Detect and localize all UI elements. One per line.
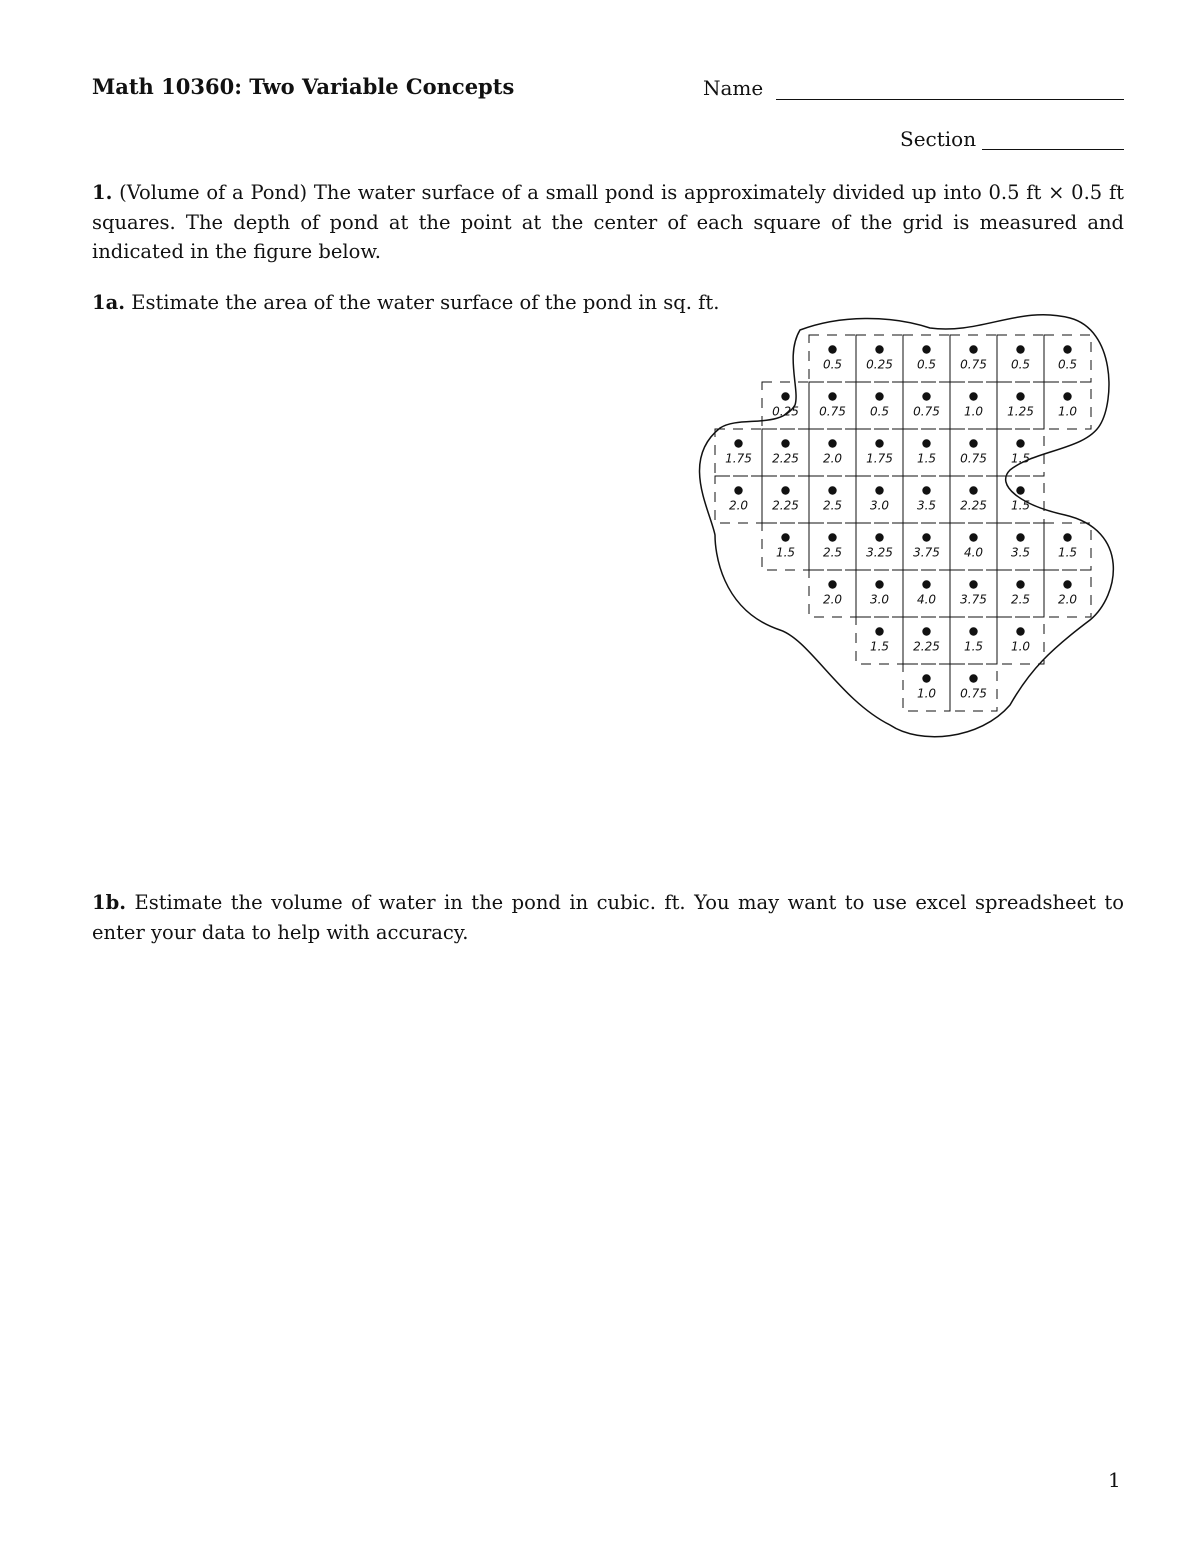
section-field[interactable]: [982, 149, 1124, 150]
depth-point: [1016, 533, 1024, 541]
depth-point: [1016, 627, 1024, 635]
depth-point: [969, 674, 977, 682]
depth-point: [922, 486, 930, 494]
depth-point: [969, 392, 977, 400]
depth-point: [734, 439, 742, 447]
depth-label: 0.25: [772, 404, 799, 419]
depth-label: 1.5: [916, 451, 937, 466]
depth-point: [875, 345, 883, 353]
depth-label: 0.75: [819, 404, 846, 419]
depth-point: [1016, 345, 1024, 353]
depth-point: [781, 392, 789, 400]
depth-label: 2.0: [728, 498, 749, 513]
depth-point: [1063, 580, 1071, 588]
problem-1b-number: 1b.: [92, 891, 126, 914]
depth-point: [1063, 392, 1071, 400]
depth-label: 3.75: [960, 592, 987, 607]
depth-label: 1.25: [1007, 404, 1034, 419]
section-label: Section: [900, 127, 977, 151]
depth-label: 3.5: [1010, 545, 1031, 560]
depth-point: [922, 580, 930, 588]
depth-point: [1063, 345, 1071, 353]
depth-point: [781, 439, 789, 447]
depth-label: 0.5: [916, 357, 937, 372]
problem-1-number: 1.: [92, 181, 113, 204]
problem-1b-text: Estimate the volume of water in the pond in cubic. ft. You may want to use excel spreadsheet to enter your data to help with accuracy.: [92, 891, 1124, 944]
problem-1b: [92, 888, 1124, 947]
depth-point: [781, 533, 789, 541]
depth-label: 2.25: [960, 498, 987, 513]
depth-label: 0.75: [913, 404, 940, 419]
depth-point: [1016, 580, 1024, 588]
depth-point: [828, 533, 836, 541]
depth-label: 1.5: [1057, 545, 1078, 560]
depth-label: 0.5: [822, 357, 843, 372]
depth-point: [875, 627, 883, 635]
depth-point: [969, 486, 977, 494]
depth-point: [875, 533, 883, 541]
depth-label: 2.5: [822, 545, 843, 560]
depth-label: 0.75: [960, 357, 987, 372]
depth-point: [1016, 439, 1024, 447]
depth-point: [734, 486, 742, 494]
page-title: Math 10360: Two Variable Concepts: [92, 74, 515, 99]
depth-label: 2.5: [1010, 592, 1031, 607]
problem-1-text: (Volume of a Pond) The water surface of a small pond is approximately divided up into 0.5 ft × 0.5 ft squares. The depth of pond at the point at the center of each square of the grid is measured and indicated in the figure below.: [92, 181, 1124, 263]
depth-label: 1.5: [869, 639, 890, 654]
depth-point: [1016, 392, 1024, 400]
depth-label: 1.75: [725, 451, 752, 466]
problem-1a-number: 1a.: [92, 291, 125, 314]
depth-label: 2.25: [772, 498, 799, 513]
depth-point: [922, 533, 930, 541]
depth-label: 1.5: [963, 639, 984, 654]
depth-label: 0.75: [960, 451, 987, 466]
depth-label: 1.0: [1057, 404, 1078, 419]
problem-1a-text: Estimate the area of the water surface of the pond in sq. ft.: [131, 291, 720, 314]
depth-point: [922, 627, 930, 635]
depth-label: 0.75: [960, 686, 987, 701]
depth-label: 1.75: [866, 451, 893, 466]
depth-label: 2.25: [913, 639, 940, 654]
depth-label: 0.5: [1010, 357, 1031, 372]
depth-label: 0.5: [869, 404, 890, 419]
depth-label: 0.25: [866, 357, 893, 372]
depth-point: [1063, 533, 1071, 541]
depth-label: 1.0: [1010, 639, 1031, 654]
depth-point: [875, 580, 883, 588]
depth-point: [922, 439, 930, 447]
depth-point: [1016, 486, 1024, 494]
depth-point: [922, 345, 930, 353]
depth-label: 1.5: [1010, 498, 1031, 513]
depth-label: 3.0: [869, 498, 890, 513]
depth-point: [828, 486, 836, 494]
depth-point: [922, 392, 930, 400]
depth-label: 2.5: [822, 498, 843, 513]
depth-label: 1.5: [775, 545, 796, 560]
depth-point: [875, 392, 883, 400]
depth-point: [828, 392, 836, 400]
depth-point: [969, 345, 977, 353]
depth-label: 2.25: [772, 451, 799, 466]
depth-label: 1.5: [1010, 451, 1031, 466]
depth-point: [969, 439, 977, 447]
depth-point: [875, 486, 883, 494]
problem-1: [92, 178, 1124, 267]
pond-depth-figure: [690, 310, 1130, 750]
depth-point: [828, 580, 836, 588]
name-field[interactable]: [776, 99, 1124, 100]
depth-label: 1.0: [963, 404, 984, 419]
depth-point: [875, 439, 883, 447]
depth-point: [969, 533, 977, 541]
depth-label: 2.0: [822, 592, 843, 607]
name-label: Name: [703, 76, 764, 100]
depth-point: [828, 345, 836, 353]
depth-point: [781, 486, 789, 494]
depth-label: 3.5: [916, 498, 937, 513]
depth-point: [922, 674, 930, 682]
depth-point: [969, 580, 977, 588]
page-number: 1: [1108, 1468, 1121, 1492]
depth-point: [969, 627, 977, 635]
depth-label: 0.5: [1057, 357, 1078, 372]
depth-label: 4.0: [963, 545, 984, 560]
depth-label: 3.0: [869, 592, 890, 607]
depth-label: 4.0: [916, 592, 937, 607]
depth-label: 2.0: [1057, 592, 1078, 607]
depth-point: [828, 439, 836, 447]
depth-label: 2.0: [822, 451, 843, 466]
depth-label: 1.0: [916, 686, 937, 701]
depth-label: 3.25: [866, 545, 893, 560]
depth-label: 3.75: [913, 545, 940, 560]
